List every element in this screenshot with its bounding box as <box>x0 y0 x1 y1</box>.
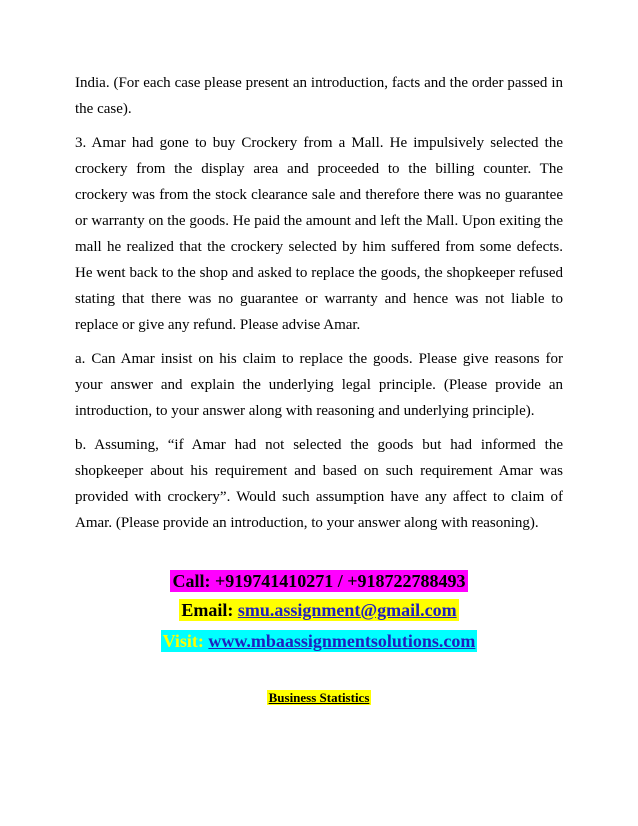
website-link[interactable]: www.mbaassignmentsolutions.com <box>208 631 476 651</box>
email-line <box>0 599 638 621</box>
subject-line <box>0 690 638 706</box>
email-highlight <box>179 599 458 621</box>
paragraph-question-3a: a. Can Amar insist on his claim to replace the goods. Please give reasons for your answer and explain the underlying legal principle. (Please provide an introduction, to your answer along with reasoning and underlying principle). <box>75 351 563 419</box>
call-text: Call: +919741410271 / +918722788493 <box>172 571 466 591</box>
email-label: Email: <box>181 600 238 620</box>
email-link[interactable]: smu.assignment@gmail.com <box>237 600 457 620</box>
visit-line <box>0 630 638 652</box>
document-body <box>75 70 563 544</box>
paragraph-question-3: 3. Amar had gone to buy Crockery from a Mall. He impulsively selected the crockery from the display area and proceeded to the billing counter. The crockery was from the stock clearance sale and therefore there was no guarantee or warranty on the goods. He paid the amount and left the Mall. Upon exiting the mall he realized that the crockery selected by him suffered from some defects. He went back to the shop and asked to replace the goods, the shopkeeper refused stating that there was no guarantee or warranty and hence was not liable to replace or give any refund. Please advise Amar. <box>75 135 563 333</box>
visit-label: Visit: <box>162 631 209 651</box>
visit-highlight <box>161 630 478 652</box>
paragraph-question-3b: b. Assuming, “if Amar had not selected the goods but had informed the shopkeeper about his requirement and based on such requirement Amar was provided with crockery”. Would such assumption have any affect to claim of Amar. (Please provide an introduction, to your answer along with reasoning). <box>75 437 563 531</box>
subject-title: Business Statistics <box>268 690 370 705</box>
paragraph-case-intro: India. (For each case please present an introduction, facts and the order passed in the case). <box>75 75 563 117</box>
call-line <box>0 570 638 592</box>
